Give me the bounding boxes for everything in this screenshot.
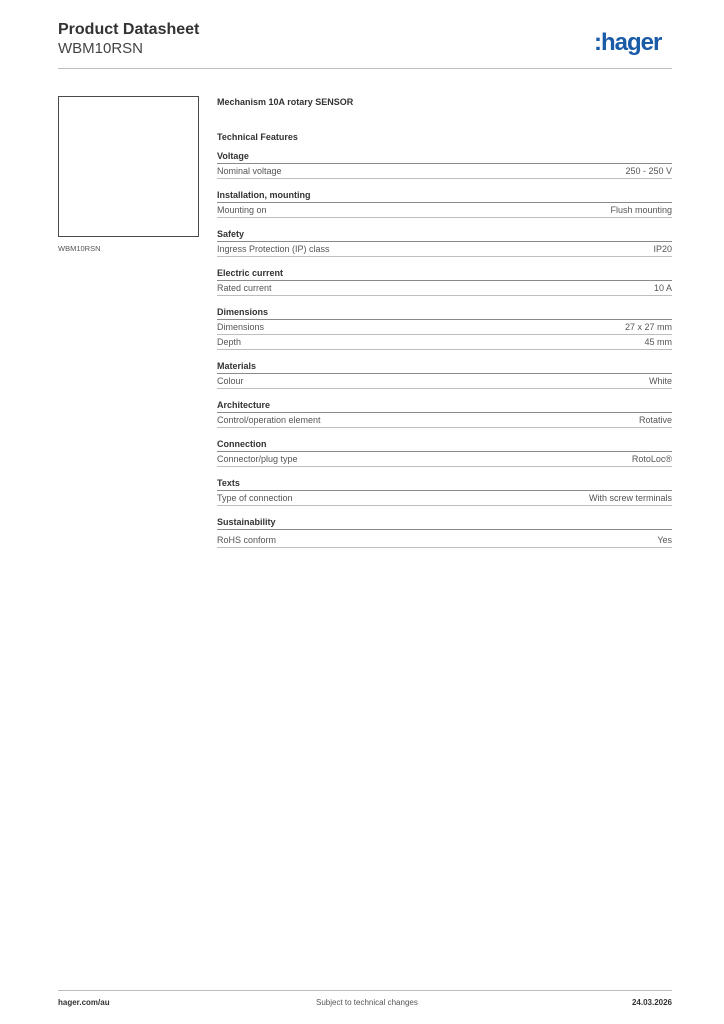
section-title: Installation, mounting [217,189,672,203]
feature-value: 45 mm [644,337,672,347]
feature-sections [217,150,672,548]
feature-value: Yes [657,535,672,545]
footer-divider [58,990,672,991]
footer-date: 24.03.2026 [631,998,672,1007]
feature-row [217,203,672,218]
feature-row [217,533,672,548]
svg-text::hager: :hager [594,29,662,56]
feature-label: Control/operation element [217,415,321,425]
feature-row [217,335,672,350]
feature-section [217,150,672,179]
feature-section [217,228,672,257]
hager-logo [594,28,674,56]
feature-section [217,306,672,350]
product-code: WBM10RSN [58,40,144,57]
feature-section [217,477,672,506]
section-title: Texts [217,477,672,491]
feature-value: 10 A [653,283,672,293]
feature-row [217,491,672,506]
feature-row [217,374,672,389]
section-title: Voltage [217,150,672,164]
section-title: Safety [217,228,672,242]
feature-value: IP20 [653,244,672,254]
feature-label: Mounting on [217,205,267,215]
footer-notice: Subject to technical changes [316,998,418,1007]
feature-value: RotoLoc® [631,454,672,464]
feature-label: Type of connection [217,493,293,503]
feature-label: Rated current [217,283,272,293]
feature-value: Flush mounting [610,205,672,215]
feature-label: Connector/plug type [217,454,298,464]
product-name: Mechanism 10A rotary SENSOR [217,97,354,107]
feature-value: 27 x 27 mm [624,322,672,332]
feature-section [217,438,672,467]
feature-value: 250 - 250 V [625,166,672,176]
feature-value: Rotative [638,415,672,425]
feature-label: Depth [217,337,242,347]
feature-label: Ingress Protection (IP) class [217,244,330,254]
feature-label: Colour [217,376,244,386]
feature-value: White [648,376,672,386]
feature-row [217,242,672,257]
section-title: Connection [217,438,672,452]
feature-section [217,399,672,428]
feature-row [217,452,672,467]
feature-label: Dimensions [217,322,265,332]
section-title: Architecture [217,399,672,413]
product-image-placeholder [58,96,199,237]
feature-value: With screw terminals [588,493,672,503]
feature-label: Nominal voltage [217,166,282,176]
feature-section [217,516,672,548]
section-title: Materials [217,360,672,374]
feature-row [217,413,672,428]
header-divider [58,68,672,69]
image-caption: WBM10RSN [58,244,101,253]
feature-row [217,164,672,179]
feature-section [217,267,672,296]
section-title: Electric current [217,267,672,281]
feature-row [217,281,672,296]
section-title: Dimensions [217,306,672,320]
page-title: Product Datasheet [58,21,200,38]
feature-row [217,320,672,335]
feature-label: RoHS conform [217,535,277,545]
datasheet-content [217,95,672,558]
technical-features-heading: Technical Features [217,132,298,142]
feature-section [217,360,672,389]
feature-section [217,189,672,218]
footer-website: hager.com/au [58,998,110,1007]
section-title: Sustainability [217,516,672,530]
